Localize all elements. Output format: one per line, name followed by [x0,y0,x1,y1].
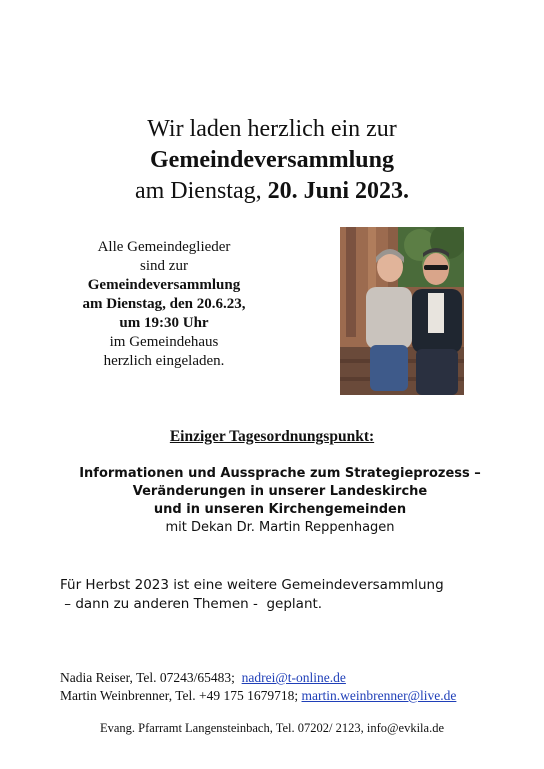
agenda-title: Einziger Tagesordnungspunkt: [169,428,375,445]
headline-date-prefix: am Dienstag, [134,178,268,204]
invitation-line-4: am Dienstag, den 20.6.23, [82,296,246,312]
invitation-text [54,238,274,371]
autumn-note [60,576,520,614]
invitation-line-2: sind zur [140,258,188,274]
contact-email-link[interactable]: nadrei@t-online.de [241,670,346,685]
invitation-line-5: um 19:30 Uhr [119,315,209,331]
agenda-line-2: Veränderungen in unserer Landeskirche [132,484,428,499]
speakers-photo [340,227,464,395]
headline-event-name: Gemeindeversammlung [150,147,394,173]
agenda-text [40,465,520,537]
agenda-line-3: und in unseren Kirchengemeinden [153,502,407,517]
headline [0,114,544,207]
invitation-line-1: Alle Gemeindeglieder [97,239,231,255]
headline-line-1: Wir laden herzlich ein zur [147,116,397,142]
invitation-line-3: Gemeindeversammlung [87,277,241,293]
autumn-note-line-2: – dann zu anderen Themen - geplant. [60,596,323,612]
agenda-line-4: mit Dekan Dr. Martin Reppenhagen [165,520,395,535]
contact-text: Martin Weinbrenner, Tel. +49 175 1679718; [60,688,302,703]
headline-date: 20. Juni 2023. [267,178,409,204]
invitation-line-6: im Gemeindehaus [109,334,219,350]
contact-martin-weinbrenner [60,687,530,705]
contact-email-link[interactable]: martin.weinbrenner@live.de [301,688,457,703]
autumn-note-line-1: Für Herbst 2023 ist eine weitere Gemeindeversammlung [60,577,444,593]
agenda-line-1: Informationen und Aussprache zum Strategieprozess – [79,466,481,481]
contact-text: Nadia Reiser, Tel. 07243/65483; [60,670,242,685]
contact-nadia-reiser [60,669,530,687]
invitation-line-7: herzlich eingeladen. [103,353,225,369]
speakers-photo-illustration [340,227,464,395]
footer-parish-info: Evang. Pfarramt Langensteinbach, Tel. 07202/ 2123, info@evkila.de [100,721,444,735]
headline-date-line [0,176,544,207]
contacts [60,669,530,705]
